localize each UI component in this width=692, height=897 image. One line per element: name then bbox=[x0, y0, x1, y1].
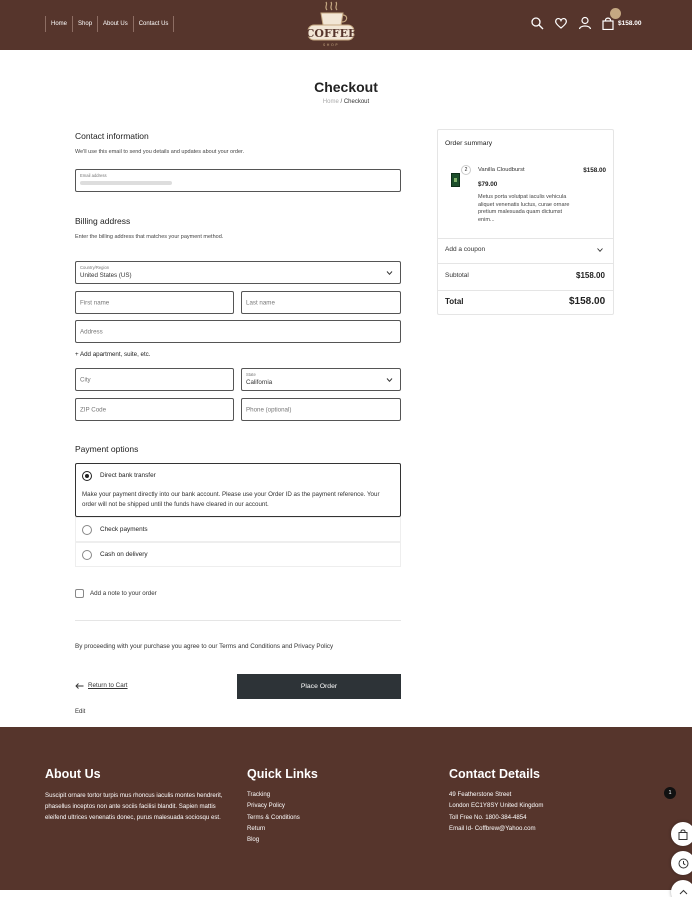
bank-transfer-desc: Make your payment directly into our bank account. Please use your Order ID as the payment reference. Your order will not be shipped until the funds have cleared in our account. bbox=[82, 491, 380, 508]
heart-icon[interactable] bbox=[554, 16, 568, 30]
order-summary bbox=[437, 129, 614, 315]
payment-option-cod[interactable] bbox=[75, 542, 401, 567]
contact-desc: We'll use this email to send you details and updates about your order. bbox=[75, 149, 245, 155]
chevron-up-icon bbox=[679, 889, 688, 895]
check-payments-radio[interactable] bbox=[82, 525, 92, 535]
footer-link-tracking[interactable]: Tracking bbox=[247, 791, 271, 798]
product-line-total: $158.00 bbox=[583, 167, 606, 174]
bag-icon bbox=[678, 829, 688, 840]
payment-title: Payment options bbox=[75, 444, 139, 454]
zip-placeholder: ZIP Code bbox=[80, 406, 107, 413]
main-nav bbox=[45, 16, 174, 32]
subtotal-value: $158.00 bbox=[576, 271, 605, 280]
address-field[interactable] bbox=[75, 320, 401, 343]
address-placeholder: Address bbox=[80, 328, 103, 335]
floating-cart-button[interactable] bbox=[671, 822, 692, 846]
state-value: California bbox=[246, 379, 273, 386]
quantity-badge: 2 bbox=[461, 165, 471, 175]
footer-links-title: Quick Links bbox=[247, 767, 318, 781]
nav-home[interactable]: Home bbox=[45, 16, 72, 32]
scroll-to-top-button[interactable] bbox=[671, 880, 692, 897]
email-label: Email address bbox=[80, 173, 107, 178]
footer-address-line: 49 Featherstone Street bbox=[449, 791, 512, 798]
payment-option-check[interactable] bbox=[75, 517, 401, 542]
bank-transfer-label: Direct bank transfer bbox=[100, 472, 156, 479]
total-label: Total bbox=[445, 297, 464, 306]
coffee-shop-logo[interactable] bbox=[305, 1, 357, 49]
contact-title: Contact information bbox=[75, 131, 149, 141]
footer-link-blog[interactable]: Blog bbox=[247, 836, 260, 844]
footer-contact-title: Contact Details bbox=[449, 767, 540, 781]
footer-link-terms[interactable]: Terms & Conditions bbox=[247, 813, 300, 821]
product-thumbnail bbox=[451, 173, 460, 187]
payment-option-bank[interactable] bbox=[75, 463, 401, 517]
total-value: $158.00 bbox=[569, 296, 606, 307]
add-apartment-link[interactable]: + Add apartment, suite, etc. bbox=[75, 351, 151, 358]
footer-address-city: London EC1Y8SY United Kingdom bbox=[449, 802, 544, 810]
nav-contact[interactable]: Contact Us bbox=[133, 16, 175, 32]
header-icons bbox=[530, 16, 642, 30]
city-field[interactable] bbox=[75, 368, 234, 391]
cod-radio[interactable] bbox=[82, 550, 92, 560]
logo-subtext: SHOP bbox=[322, 43, 340, 47]
user-icon[interactable] bbox=[578, 16, 592, 30]
edit-link[interactable]: Edit bbox=[75, 709, 86, 715]
phone-placeholder: Phone (optional) bbox=[246, 406, 292, 413]
site-header bbox=[0, 0, 692, 50]
logo-text: COFFEE bbox=[305, 27, 357, 40]
country-label: Country/Region bbox=[80, 265, 110, 270]
order-note-label: Add a note to your order bbox=[90, 590, 157, 597]
nav-about[interactable]: About Us bbox=[97, 16, 133, 32]
floating-history-button[interactable] bbox=[671, 851, 692, 875]
terms-text: By proceeding with your purchase you agree to our Terms and Conditions and Privacy Policy bbox=[75, 643, 334, 650]
clock-icon bbox=[678, 858, 689, 869]
country-select[interactable] bbox=[75, 261, 401, 284]
footer-about-title: About Us bbox=[45, 767, 101, 781]
product-description: Metus porta volutpat iaculis vehicula aliquet venenatis luctus, curae ornare pretium malesuada quam dictumst enim... bbox=[478, 194, 570, 224]
billing-desc: Enter the billing address that matches your payment method. bbox=[75, 234, 224, 240]
summary-divider bbox=[438, 290, 613, 291]
arrow-left-icon bbox=[75, 683, 84, 689]
breadcrumb-home[interactable]: Home bbox=[322, 99, 339, 105]
footer-contact-details bbox=[449, 789, 543, 834]
floating-cart-badge: 1 bbox=[664, 787, 676, 799]
footer-about-text: Suscipit ornare tortor turpis mus rhoncus iaculis montes hendrerit, phasellus inceptos non ante sociis facilisi blandit. Sapien mattis eleifend ultrices venenatis donec, purus malesuada sociosqu est. bbox=[45, 792, 223, 821]
divider bbox=[75, 620, 401, 621]
last-name-placeholder: Last name bbox=[246, 299, 275, 306]
footer-links bbox=[247, 789, 300, 845]
site-footer bbox=[0, 727, 692, 890]
country-value: United States (US) bbox=[80, 272, 132, 279]
check-payments-label: Check payments bbox=[100, 526, 148, 533]
footer-email[interactable]: Email Id- Coffbrew@Yahoo.com bbox=[449, 824, 536, 832]
subtotal-label: Subtotal bbox=[445, 272, 469, 279]
zip-field[interactable] bbox=[75, 398, 234, 421]
breadcrumb-separator: / bbox=[340, 99, 343, 105]
chevron-down-icon bbox=[386, 270, 393, 275]
first-name-field[interactable] bbox=[75, 291, 234, 314]
phone-field[interactable] bbox=[241, 398, 401, 421]
order-summary-title: Order summary bbox=[445, 140, 493, 147]
order-note-checkbox[interactable] bbox=[75, 589, 84, 598]
page-title: Checkout bbox=[314, 79, 378, 95]
add-coupon-toggle[interactable] bbox=[438, 238, 613, 262]
state-select[interactable] bbox=[241, 368, 401, 391]
add-coupon-label: Add a coupon bbox=[445, 246, 486, 253]
chevron-down-icon bbox=[386, 377, 393, 382]
state-label: State bbox=[246, 372, 256, 377]
chevron-down-icon bbox=[597, 248, 603, 252]
footer-link-return[interactable]: Return bbox=[247, 824, 266, 832]
email-value-blurred bbox=[80, 181, 172, 185]
cart-count-badge bbox=[610, 8, 621, 19]
last-name-field[interactable] bbox=[241, 291, 401, 314]
cart-total: $158.00 bbox=[618, 19, 642, 27]
breadcrumb bbox=[0, 99, 692, 105]
return-to-cart-label: Return to Cart bbox=[88, 682, 128, 689]
first-name-placeholder: First name bbox=[80, 299, 110, 306]
cart-button[interactable] bbox=[602, 17, 642, 30]
bank-transfer-radio[interactable] bbox=[82, 471, 92, 481]
return-to-cart-link[interactable] bbox=[75, 682, 128, 689]
billing-title: Billing address bbox=[75, 216, 131, 226]
summary-divider bbox=[438, 263, 613, 264]
product-name: Vanilla Cloudburst bbox=[478, 167, 525, 173]
footer-phone[interactable]: Toll Free No. 1800-384-4854 bbox=[449, 813, 527, 821]
product-price: $79.00 bbox=[478, 181, 498, 188]
cod-label: Cash on delivery bbox=[100, 551, 148, 558]
email-field[interactable] bbox=[75, 169, 401, 192]
city-placeholder: City bbox=[80, 376, 91, 383]
search-icon[interactable] bbox=[530, 16, 544, 30]
place-order-button[interactable]: Place Order bbox=[237, 674, 401, 699]
footer-link-privacy[interactable]: Privacy Policy bbox=[247, 802, 285, 810]
nav-shop[interactable]: Shop bbox=[72, 16, 97, 32]
breadcrumb-current: Checkout bbox=[343, 99, 370, 105]
